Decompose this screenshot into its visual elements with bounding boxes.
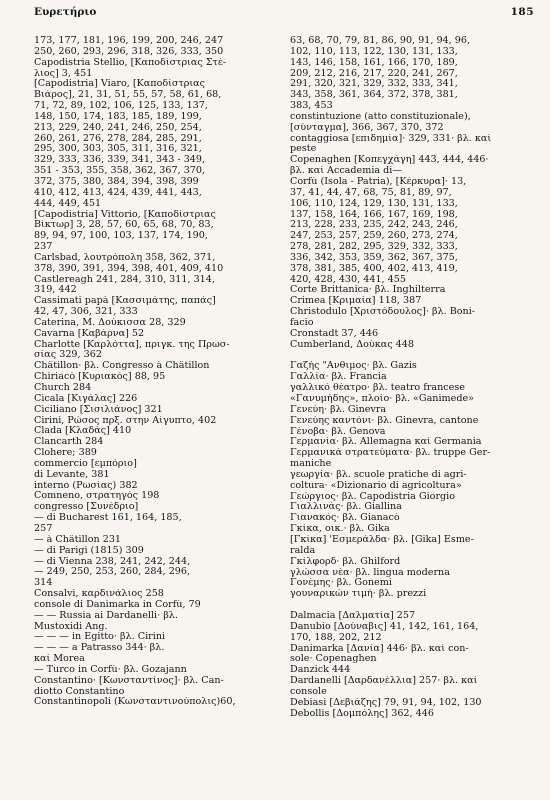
index-line: 247, 253, 257, 259, 260, 273, 274, bbox=[290, 231, 458, 242]
index-line: Mustoxidi Ang. bbox=[34, 621, 108, 632]
index-line: Dardanelli [Δαρδανέλλια] 257· βλ. καί bbox=[290, 676, 478, 687]
index-line: — 249, 250, 253, 260, 284, 296, bbox=[34, 567, 191, 578]
index-line: Γερμανικά στρατεύματα· βλ. truppe Ger- bbox=[290, 448, 491, 459]
section-gap bbox=[290, 350, 534, 361]
index-line: Church 284 bbox=[34, 383, 92, 393]
index-line: 37, 41, 44, 47, 68, 75, 81, 89, 97, bbox=[290, 187, 452, 198]
index-column-left bbox=[34, 36, 278, 719]
running-title: Ευρετήριο bbox=[34, 6, 97, 18]
index-line: 173, 177, 181, 196, 199, 200, 246, 247 bbox=[34, 36, 224, 46]
index-line: 343, 358, 361, 364, 372, 378, 381, bbox=[290, 90, 458, 101]
index-line: Ciciliano [Σισιλιάνος] 321 bbox=[34, 404, 163, 415]
index-line: 372, 375, 380, 384, 394, 398, 399 bbox=[34, 176, 199, 187]
index-line: Γκίκα, οικ.· βλ. Gika bbox=[290, 524, 390, 535]
index-line: Constantinopoli (Κωνσταντινούπολις)60, bbox=[34, 697, 236, 708]
index-line: 137, 158, 164, 166, 167, 169, 198, bbox=[290, 209, 458, 220]
index-line: σίας 329, 362 bbox=[34, 350, 102, 361]
index-line: Γένοβα· βλ. Genova bbox=[290, 426, 386, 437]
index-line: diotto Constantino bbox=[34, 686, 125, 697]
index-line: Danubio [Δούναβις] 41, 142, 161, 164, bbox=[290, 621, 479, 632]
index-line: 148, 150, 174, 183, 185, 189, 199, bbox=[34, 111, 202, 122]
index-line: — — Russia ai Dardanelli· βλ. bbox=[34, 610, 178, 621]
index-line: Comneno, στρατηγός 198 bbox=[34, 491, 160, 502]
index-line: 378, 381, 385, 400, 402, 413, 419, bbox=[290, 263, 458, 274]
index-line: Chiriacò [Κυριακός] 88, 95 bbox=[34, 372, 166, 383]
index-column-right bbox=[290, 36, 534, 719]
index-line: Βίκτωρ] 3, 28, 57, 60, 65, 68, 70, 83, bbox=[34, 220, 214, 231]
index-line: Danimarka [Δανία] 446· βλ. καί con- bbox=[290, 643, 469, 654]
page-number: 185 bbox=[510, 6, 534, 18]
index-line: — à Châtillon 231 bbox=[34, 534, 122, 545]
index-line: Debiasi [Δεβιάζης] 79, 91, 94, 102, 130 bbox=[290, 697, 482, 708]
index-line: — di Vienna 238, 241, 242, 244, bbox=[34, 556, 191, 567]
index-line: Constantino· [Κωνσταντίνος]· βλ. Can- bbox=[34, 675, 224, 686]
index-columns bbox=[34, 36, 534, 719]
index-line: γεωργία· βλ. scuole pratiche di agri- bbox=[290, 469, 467, 480]
index-line: Clohere; 389 bbox=[34, 448, 97, 459]
index-line: Crimea [Κριμαία] 118, 387 bbox=[290, 296, 422, 307]
index-line: Castlereagh 241, 284, 310, 311, 314, bbox=[34, 274, 215, 285]
index-line: 329, 333, 336, 339, 341, 343 - 349, bbox=[34, 155, 206, 166]
index-line: 295, 300, 303, 305, 311, 316, 321, bbox=[34, 144, 202, 155]
index-line: Cassimati papà [Κασσιμάτης, παπάς] bbox=[34, 296, 216, 307]
index-line: 71, 72, 89, 102, 106, 125, 133, 137, bbox=[34, 101, 208, 112]
section-gap bbox=[290, 600, 534, 611]
index-line: ralda bbox=[290, 545, 316, 556]
index-line: 213, 229, 240, 241, 246, 250, 254, bbox=[34, 122, 202, 133]
index-line: peste bbox=[290, 144, 317, 155]
index-line: facio bbox=[290, 317, 314, 328]
index-line: Γονέμης· βλ. Gonemi bbox=[290, 578, 392, 589]
index-line: Châtillon· βλ. Congresso à Châtillon bbox=[34, 361, 210, 372]
index-line: 237 bbox=[34, 242, 53, 253]
index-line: [Capodistria] Viaro, [Καποδίστριας bbox=[34, 79, 206, 90]
index-line: Capodistria Stellio, [Καποδίστριας Στέ- bbox=[34, 57, 227, 68]
index-line: Dalmacia [Δαλματία] 257 bbox=[290, 611, 416, 622]
index-line: Γαζής "Ανθιμος· βλ. Gazis bbox=[290, 361, 417, 372]
index-line: contaggiosa [επιδημία]· 329, 331· βλ. καί bbox=[290, 133, 492, 144]
index-line: Caterina, M. Δούκισσα 28, 329 bbox=[34, 317, 186, 328]
index-line: Γενεύης καντόνι· βλ. Ginevra, cantone bbox=[290, 415, 479, 426]
index-line: Carlsbad, λουτρόπολη 358, 362, 371, bbox=[34, 252, 216, 263]
index-line: 209, 212, 216, 217, 220, 241, 267, bbox=[290, 68, 458, 79]
index-line: console di Danimarka in Corfù, 79 bbox=[34, 599, 201, 610]
index-line: maniche bbox=[290, 459, 332, 470]
index-line: 170, 188, 202, 212 bbox=[290, 632, 382, 643]
index-line: γουναρικών τιμή· βλ. prezzi bbox=[290, 589, 427, 600]
index-line: Cumberland, Δούκας 448 bbox=[290, 339, 414, 350]
index-line: — — — a Patrasso 344· βλ. bbox=[34, 643, 165, 654]
index-line: «Γανυμήδης», πλοίο· βλ. «Ganimede» bbox=[290, 394, 475, 404]
index-line: interno (Ρωσίας) 382 bbox=[34, 480, 138, 491]
index-line: 213, 228, 233, 235, 242, 243, 246, bbox=[290, 220, 458, 231]
index-line: Γαλλία· βλ. Francia bbox=[290, 372, 387, 383]
index-line: — di Parigi (1815) 309 bbox=[34, 545, 144, 556]
index-line: — di Bucharest 161, 164, 185, bbox=[34, 513, 182, 524]
index-line: Γκίλφορδ· βλ. Ghilford bbox=[290, 556, 401, 567]
index-line: coltura· «Dizionario di agricoltura» bbox=[290, 480, 462, 491]
index-line: Corfù (Isola - Patria), [Κέρκυρα]· 13, bbox=[290, 176, 467, 187]
index-line: congresso [Συνέδριο] bbox=[34, 502, 139, 513]
index-line: [Capodistria] Vittorio, [Καποδίστριας bbox=[34, 209, 216, 220]
index-line: Christodulo [Χριστόδουλος]· βλ. Boni- bbox=[290, 307, 476, 318]
index-line: 42, 47, 306, 321, 333 bbox=[34, 307, 138, 318]
index-line: Copenaghen [Κοπεγχάγη] 443, 444, 446· bbox=[290, 155, 489, 166]
index-line: [σύνταγμα], 366, 367, 370, 372 bbox=[290, 122, 444, 133]
index-line: [Γκίκα] 'Εσμεράλδα· βλ. [Gika] Esme- bbox=[290, 534, 474, 545]
index-line: commercio [εμπόριο] bbox=[34, 458, 137, 469]
index-line: 106, 110, 124, 129, 130, 131, 133, bbox=[290, 198, 458, 209]
index-line: 143, 146, 158, 161, 166, 170, 189, bbox=[290, 57, 458, 68]
index-line: 420, 428, 430, 441, 455 bbox=[290, 274, 406, 285]
index-line: Debollis [Δομπόλης] 362, 446 bbox=[290, 708, 434, 719]
index-line: βλ. καί Accademia di— bbox=[290, 166, 402, 177]
index-line: Cirini, Ρώσος πρξ. στην Αίγυπτο, 402 bbox=[34, 415, 217, 426]
index-line: 250, 260, 293, 296, 318, 326, 333, 350 bbox=[34, 46, 224, 57]
index-line: Clancarth 284 bbox=[34, 437, 104, 448]
index-line: Corte Brittanica· βλ. Inghilterra bbox=[290, 285, 446, 296]
index-line: Γερμανία· βλ. Allemagna καί Germania bbox=[290, 437, 482, 448]
index-line: 336, 342, 353, 359, 362, 367, 375, bbox=[290, 252, 458, 263]
index-line: sole· Copenaghen bbox=[290, 654, 377, 665]
index-line: Γενεύη· βλ. Ginevra bbox=[290, 404, 387, 415]
index-line: Γεώργιος· βλ. Capodistria Giorgio bbox=[290, 491, 456, 502]
index-line: 378, 390, 391, 394, 398, 401, 409, 410 bbox=[34, 263, 224, 274]
index-line: console bbox=[290, 686, 327, 697]
index-line: γαλλικό θέατρο· βλ. teatro francese bbox=[290, 383, 465, 394]
page-header bbox=[34, 6, 534, 36]
index-line: 383, 453 bbox=[290, 101, 333, 112]
index-line: 351 - 353, 355, 358, 362, 367, 370, bbox=[34, 166, 206, 177]
index-line: Cronstadt 37, 446 bbox=[290, 328, 379, 339]
index-line: Γιανακός· βλ. Gianacò bbox=[290, 513, 400, 524]
index-line: Cicala [Κιγάλας] 226 bbox=[34, 393, 138, 404]
index-line: Charlotte [Καρλόττα], πριγκ. της Πρωσ- bbox=[34, 339, 230, 350]
index-line: 314 bbox=[34, 578, 53, 589]
index-line: Cavarna [Καβάρνα] 52 bbox=[34, 328, 145, 339]
index-line: constintuzione (atto constituzionale), bbox=[290, 111, 471, 122]
index-line: 89, 94, 97, 100, 103, 137, 174, 190, bbox=[34, 231, 208, 242]
index-line: 257 bbox=[34, 523, 53, 534]
index-line: 102, 110, 113, 122, 130, 131, 133, bbox=[290, 46, 458, 57]
index-line: Γιαλλινάς· βλ. Giallina bbox=[290, 502, 402, 513]
index-line: 260, 261, 276, 278, 284, 285, 291, bbox=[34, 133, 202, 144]
index-line: λιος] 3, 451 bbox=[34, 68, 93, 79]
index-line: 278, 281, 282, 295, 329, 332, 333, bbox=[290, 242, 458, 253]
index-line: — — — in Egitto· βλ. Cirini bbox=[34, 632, 166, 643]
index-line: 444, 449, 451 bbox=[34, 198, 102, 209]
index-line: Clada [Κλαδάς] 410 bbox=[34, 426, 132, 437]
index-line: 63, 68, 70, 79, 81, 86, 90, 91, 94, 96, bbox=[290, 36, 471, 46]
index-line: γλώσσα νέα· βλ. lingua moderna bbox=[290, 567, 450, 578]
index-line: Consalvi, καρδινάλιος 258 bbox=[34, 589, 164, 600]
index-line: 410, 412, 413, 424, 439, 441, 443, bbox=[34, 187, 202, 198]
index-line: Βιάρος], 21, 31, 51, 55, 57, 58, 61, 68, bbox=[34, 90, 222, 101]
index-line: 319, 442 bbox=[34, 285, 77, 296]
index-line: 291, 320, 321, 329, 332, 333, 341, bbox=[290, 79, 458, 90]
index-line: καί Morea bbox=[34, 654, 85, 665]
index-line: Danzick 444 bbox=[290, 665, 351, 676]
index-line: — Turco in Corfù· βλ. Gozajann bbox=[34, 664, 187, 675]
index-line: di Levante, 381 bbox=[34, 469, 110, 480]
